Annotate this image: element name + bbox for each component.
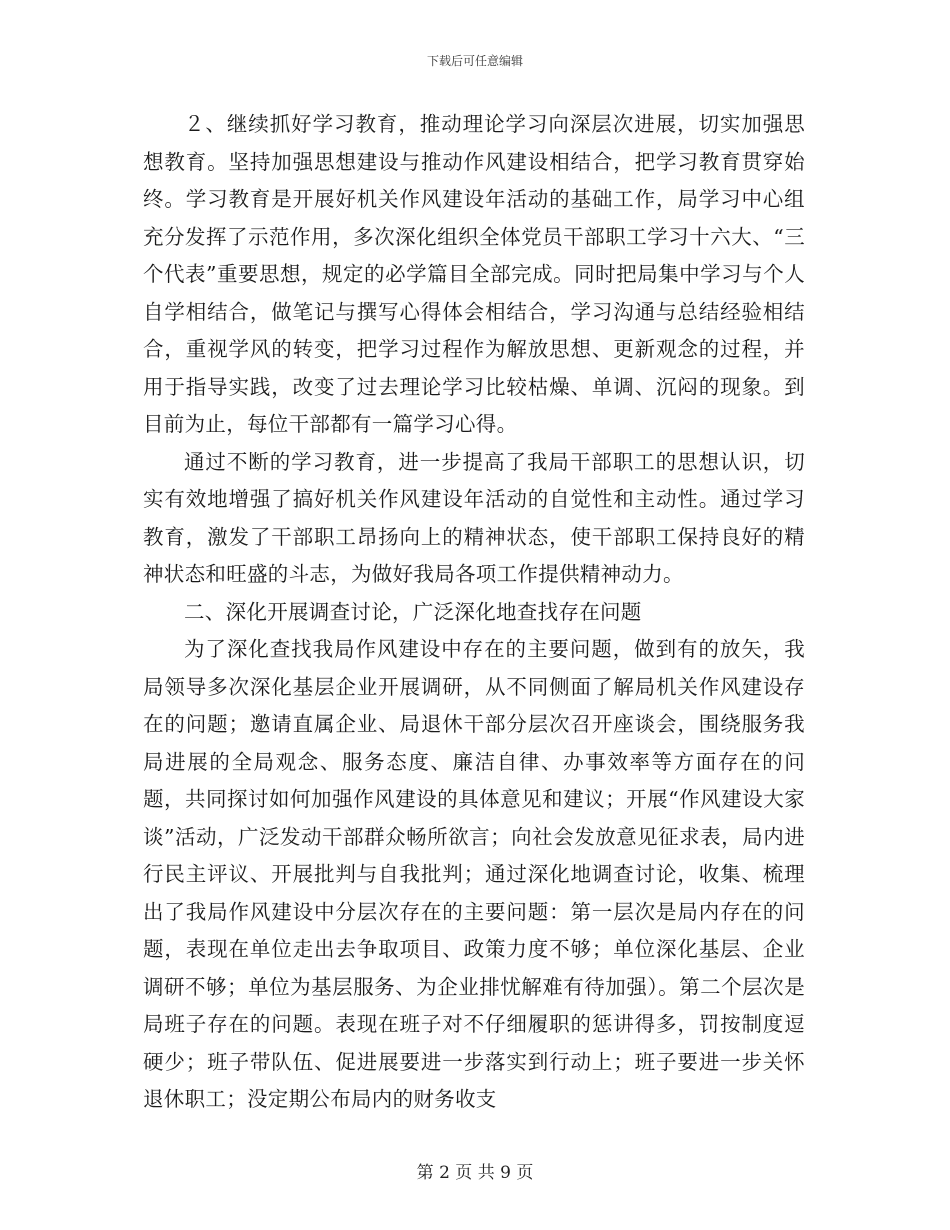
paragraph-investigation: 为了深化查找我局作风建设中存在的主要问题，做到有的放矢，我局领导多次深化基层企业开展调研，从不同侧面了解局机关作风建设存在的问题；邀请直属企业、局退休干部分层次召开座谈会，围绕服务我局进展的全局观念、服务态度、廉洁自律、办事效率等方面存在的问题，共同探讨如何加强作风建设的具体意见和建议；开展“作风建设大家谈”活动，广泛发动干部群众畅所欲言；向社会发放意见征求表，局内进行民主评议、开展批判与自我批判；通过深化地调查讨论，收集、梳理出了我局作风建设中分层次存在的主要问题：第一层次是局内存在的问题，表现在单位走出去争取项目、政策力度不够；单位深化基层、企业调研不够；单位为基层服务、为企业排忧解难有待加强）。第二个层次是局班子存在的问题。表现在班子对不仔细履职的惩讲得多，罚按制度逗硬少；班子带队伍、促进展要进一步落实到行动上；班子要进一步关怀退休职工；没定期公布局内的财务收支: [143, 637, 805, 1111]
document-body: [143, 106, 805, 1119]
paragraph-study-results: 通过不断的学习教育，进一步提高了我局干部职工的思想认识，切实有效地增强了搞好机关作风建设年活动的自觉性和主动性。通过学习教育，激发了干部职工昂扬向上的精神状态，使干部职工保持良好的精神状态和旺盛的斗志，为做好我局各项工作提供精神动力。: [143, 449, 805, 586]
paragraph-study-education: ２、继续抓好学习教育，推动理论学习向深层次进展，切实加强思想教育。坚持加强思想建设与推动作风建设相结合，把学习教育贯穿始终。学习教育是开展好机关作风建设年活动的基础工作，局学习中心组充分发挥了示范作用，多次深化组织全体党员干部职工学习十六大、“三个代表”重要思想，规定的必学篇目全部完成。同时把局集中学习与个人自学相结合，做笔记与撰写心得体会相结合，学习沟通与总结经验相结合，重视学风的转变，把学习过程作为解放思想、更新观念的过程，并用于指导实践，改变了过去理论学习比较枯燥、单调、沉闷的现象。到目前为止，每位干部都有一篇学习心得。: [143, 112, 805, 436]
section-heading-investigation: 二、深化开展调查讨论，广泛深化地查找存在问题: [184, 599, 642, 624]
page-number-footer: 第 2 页 共 9 页: [416, 1163, 534, 1183]
page-header: 下载后可任意编辑: [426, 54, 523, 68]
